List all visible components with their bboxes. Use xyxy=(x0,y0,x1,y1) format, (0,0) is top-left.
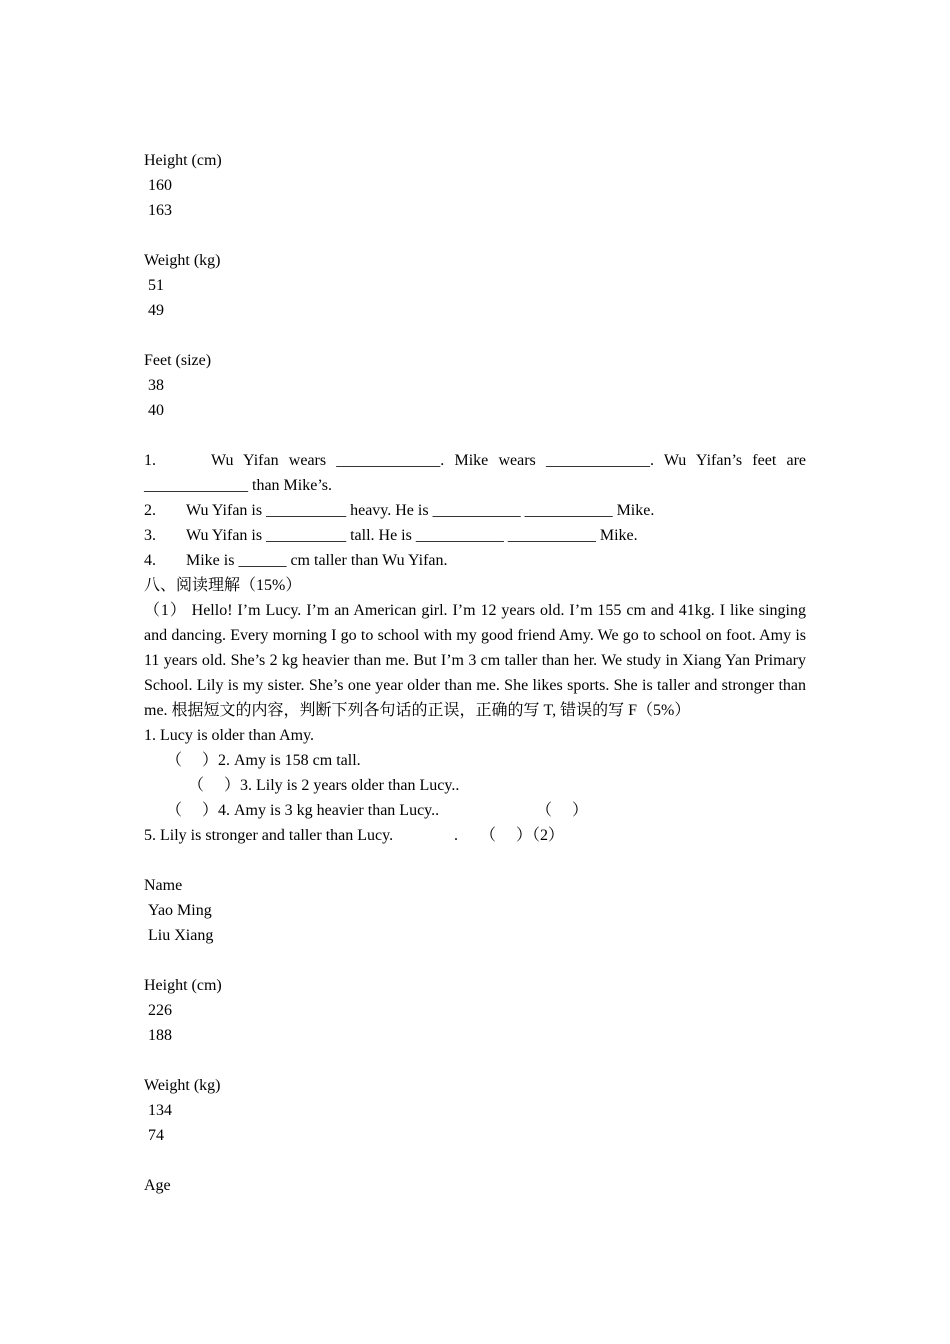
table1-weight-label: Weight (kg) xyxy=(144,252,221,269)
table1-weight-value: 49 xyxy=(148,302,164,319)
tf-item: （ ）2. Amy is 158 cm tall. xyxy=(166,752,361,769)
document-page xyxy=(144,148,806,1198)
tf-item-row xyxy=(144,823,806,848)
question-3: 3. Wu Yifan is __________ tall. He is ___________ ___________ Mike. xyxy=(144,527,638,544)
reading-passage: （1） Hello! I’m Lucy. I’m an American girl. I’m 12 years old. I’m 155 cm and 41kg. I like singing and dancing. Every morning I go to school with my good friend Amy. We go to school on foot. Amy is 11 years old. She’s 2 kg heavier than me. But I’m 3 cm taller than her. We study in Xiang Yan Primary School. Lily is my sister. She’s one year older than me. She likes sports. She is taller and stronger than me. 根据短文的内容，判断下列各句话的正误，正确的写 T, 错误的写 F（5%） xyxy=(144,602,806,719)
section-heading: 八、阅读理解（15%） xyxy=(144,577,302,594)
question-4: 4. Mike is ______ cm taller than Wu Yifan. xyxy=(144,552,448,569)
table1-weight-value: 51 xyxy=(148,277,164,294)
table2-height-value: 226 xyxy=(148,1002,172,1019)
tf-item: （ ）3. Lily is 2 years older than Lucy.. xyxy=(188,777,460,794)
tf-item: （ ）4. Amy is 3 kg heavier than Lucy.. xyxy=(166,802,440,819)
table2-name-label: Name xyxy=(144,877,183,894)
table2-age-label: Age xyxy=(144,1177,171,1194)
tf-item: 5. Lily is stronger and taller than Lucy. xyxy=(144,827,394,844)
table2-name-value: Yao Ming xyxy=(148,902,212,919)
table2-height-value: 188 xyxy=(148,1027,172,1044)
table1-height-value: 160 xyxy=(148,177,172,194)
table1-feet-value: 38 xyxy=(148,377,164,394)
table2-name-value: Liu Xiang xyxy=(148,927,214,944)
tf-item-row xyxy=(144,798,806,823)
table2-height-label: Height (cm) xyxy=(144,977,222,994)
tf-blank: （ ）（2） xyxy=(480,827,565,844)
table2-weight-value: 74 xyxy=(148,1127,164,1144)
table2-weight-label: Weight (kg) xyxy=(144,1077,221,1094)
table2-weight-value: 134 xyxy=(148,1102,172,1119)
tf-blank: （ ） xyxy=(536,802,589,819)
table1-feet-value: 40 xyxy=(148,402,164,419)
question-1: 1. Wu Yifan wears _____________. Mike wears _____________. Wu Yifan’s feet are _____________ than Mike’s. xyxy=(144,452,806,494)
table1-feet-label: Feet (size) xyxy=(144,352,212,369)
tf-item: 1. Lucy is older than Amy. xyxy=(144,727,315,744)
question-2: 2. Wu Yifan is __________ heavy. He is ___________ ___________ Mike. xyxy=(144,502,655,519)
tf-dot: . xyxy=(454,827,458,844)
table1-height-value: 163 xyxy=(148,202,172,219)
table1-height-label: Height (cm) xyxy=(144,152,222,169)
